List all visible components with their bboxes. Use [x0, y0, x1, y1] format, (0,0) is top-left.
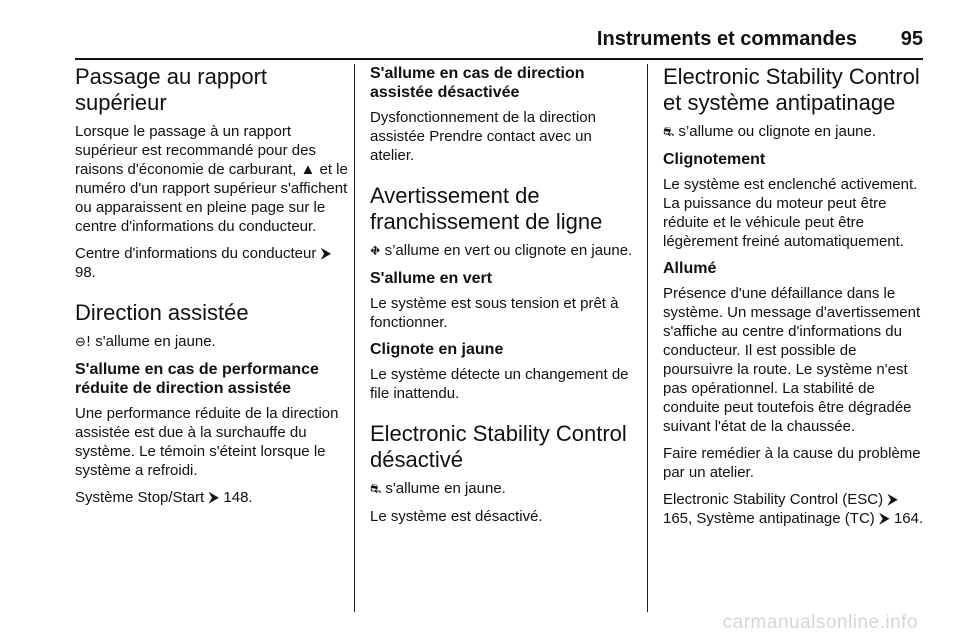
power-steering-icon: ⊖! [75, 335, 92, 350]
column-3 [663, 64, 927, 536]
text-esc-off: ⛐ s'allume en jaune. [370, 480, 506, 497]
heading-lane-departure: Avertissement de franchissement de ligne [370, 183, 603, 234]
page-header [0, 22, 960, 58]
text-power-steering: ⊖! s'allume en jaune. [75, 333, 216, 350]
subheading-blink-yellow: Clignote en jaune [370, 341, 504, 358]
link-esc-tc[interactable]: Electronic Stability Control (ESC) ⮞ 165, Système antipatinage (TC) ⮞ 164. [663, 491, 924, 527]
lane-departure-icon: ⛖ [370, 244, 381, 259]
text-deactivated: Le système est désactivé. [370, 508, 543, 525]
heading-esc: Electronic Stability Control et système antipatinage [663, 64, 920, 115]
subheading-steering-off: S'allume en cas de direction assistée désactivée [370, 65, 585, 101]
esc-icon: ⛐ [663, 125, 675, 140]
text-upshift: Lorsque le passage à un rapport supérieur est recommandé pour des raisons d'économie de carburant, ▲ et le numéro d'un rapport supérieur s'affichent ou apparaissent en pleine page sur le centre d'informations du conducteur. [75, 123, 348, 235]
link-dic[interactable]: Centre d'informations du conducteur ⮞ 98. [75, 245, 332, 281]
watermark: carmanualsonline.info [722, 612, 918, 633]
text-blink-yellow: Le système détecte un changement de file inattendu. [370, 366, 629, 402]
subheading-green: S'allume en vert [370, 270, 493, 287]
text-lane-departure: ⛖ s’allume en vert ou clignote en jaune. [370, 242, 633, 259]
esc-off-icon: ⛐ [370, 482, 382, 497]
text-green: Le système est sous tension et prêt à fonctionner. [370, 295, 619, 331]
subheading-on: Allumé [663, 260, 717, 277]
text-blinking: Le système est enclenché activement. La puissance du moteur peut être réduite et le véhicule peut être légèrement freiné automatiquement. [663, 176, 918, 250]
text-on: Présence d'une défaillance dans le système. Un message d'avertissement s'affiche au centre d'informations du conducteur. Il est possible de poursuivre la route. Le système n'est pas opérationnel. La stabilité de conduite peut toutefois être dégradée suivant l'état de la chaussée. [663, 285, 921, 435]
section-title: Instruments et commandes [596, 28, 857, 50]
heading-esc-off: Electronic Stability Control désactivé [370, 421, 627, 472]
text-repair: Faire remédier à la cause du problème par un atelier. [663, 445, 921, 481]
link-stop-start[interactable]: Système Stop/Start ⮞ 148. [75, 489, 253, 506]
heading-power-steering: Direction assistée [75, 300, 249, 325]
column-2 [370, 64, 638, 534]
column-1 [75, 64, 355, 515]
subheading-reduced-performance: S'allume en cas de performance réduite de direction assistée [75, 361, 319, 397]
text-esc: ⛐ s’allume ou clignote en jaune. [663, 123, 877, 140]
page-number: 95 [900, 28, 923, 50]
heading-upshift: Passage au rapport supérieur [75, 64, 268, 115]
header-rule [75, 58, 923, 60]
column-divider [647, 64, 648, 612]
text-steering-off: Dysfonctionnement de la direction assistée Prendre contact avec un atelier. [370, 109, 596, 164]
subheading-blinking: Clignotement [663, 151, 766, 168]
text-reduced-performance: Une performance réduite de la direction assistée est due à la surchauffe du système. Le témoin s'éteint lorsque le système a refroidi. [75, 405, 339, 479]
